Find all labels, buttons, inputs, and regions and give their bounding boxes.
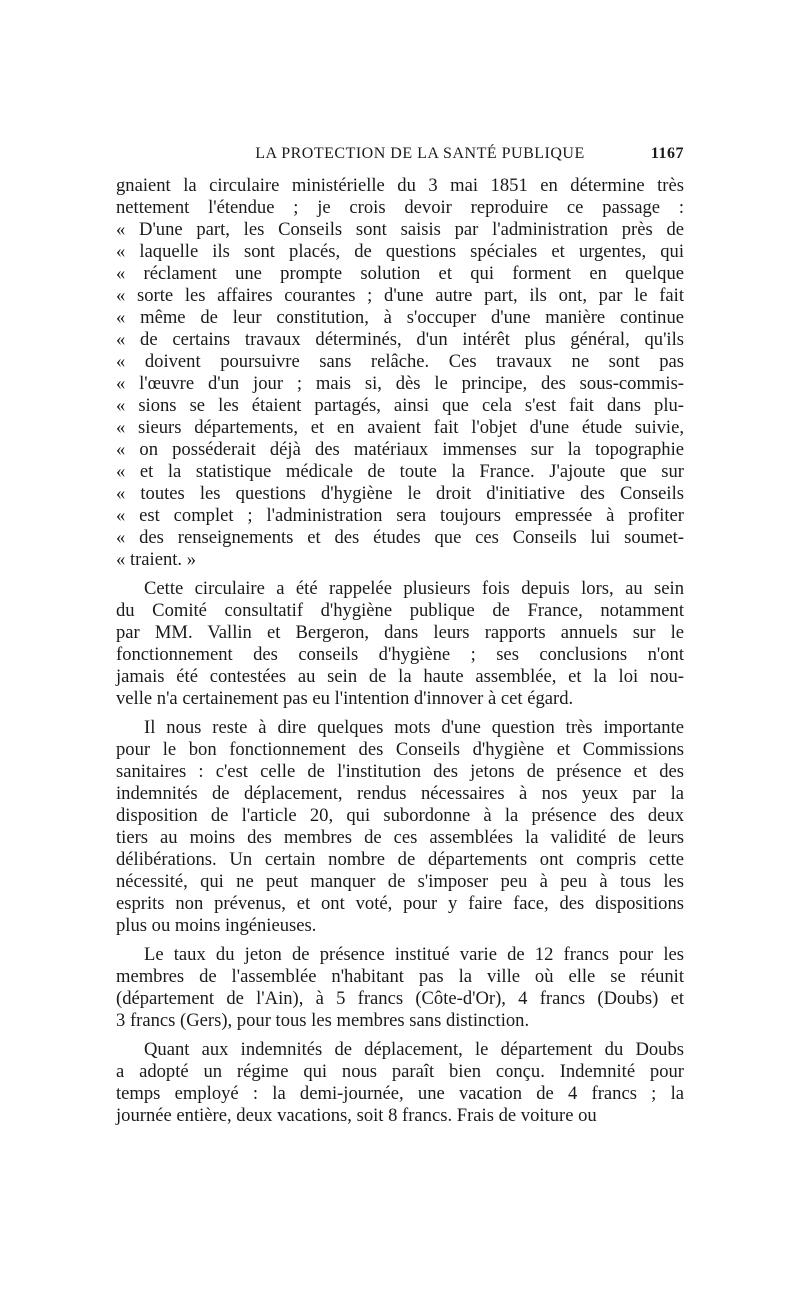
text-line: tiers au moins des membres de ces assemblées la validité de leurs	[116, 827, 684, 848]
paragraph	[116, 578, 684, 710]
text-line: (département de l'Ain), à 5 francs (Côte-d'Or), 4 francs (Doubs) et	[116, 988, 684, 1009]
text-line: « doivent poursuivre sans relâche. Ces travaux ne sont pas	[116, 351, 684, 372]
text-line: « est complet ; l'administration sera toujours empressée à profiter	[116, 505, 684, 526]
text-line: velle n'a certainement pas eu l'intention d'innover à cet égard.	[116, 688, 574, 709]
paragraph	[116, 175, 684, 571]
text-line: Cette circulaire a été rappelée plusieurs fois depuis lors, au sein	[144, 578, 684, 599]
text-line: « laquelle ils sont placés, de questions spéciales et urgentes, qui	[116, 241, 684, 262]
text-line: délibérations. Un certain nombre de départements ont compris cette	[116, 849, 684, 870]
paragraph	[116, 944, 684, 1032]
text-line: nettement l'étendue ; je crois devoir reproduire ce passage :	[116, 197, 684, 218]
text-line: gnaient la circulaire ministérielle du 3 mai 1851 en détermine très	[116, 175, 684, 196]
text-line: « et la statistique médicale de toute la France. J'ajoute que sur	[116, 461, 684, 482]
text-line: Il nous reste à dire quelques mots d'une question très importante	[144, 717, 684, 738]
paragraph-gap	[116, 710, 684, 717]
text-line: « de certains travaux déterminés, d'un intérêt plus général, qu'ils	[116, 329, 684, 350]
text-line: plus ou moins ingénieuses.	[116, 915, 317, 936]
text-line: « sorte les affaires courantes ; d'une autre part, ils ont, par le fait	[116, 285, 684, 306]
text-line: a adopté un régime qui nous paraît bien conçu. Indemnité pour	[116, 1061, 684, 1082]
text-line: indemnités de déplacement, rendus nécessaires à nos yeux par la	[116, 783, 684, 804]
body-text	[116, 175, 684, 1127]
text-line: temps employé : la demi-journée, une vacation de 4 francs ; la	[116, 1083, 684, 1104]
text-line: « sions se les étaient partagés, ainsi que cela s'est fait dans plu-	[116, 395, 684, 416]
text-line: pour le bon fonctionnement des Conseils d'hygiène et Commissions	[116, 739, 684, 760]
text-line: par MM. Vallin et Bergeron, dans leurs rapports annuels sur le	[116, 622, 684, 643]
book-page	[116, 145, 684, 1155]
paragraph	[116, 717, 684, 937]
running-head-title: LA PROTECTION DE LA SANTÉ PUBLIQUE	[255, 145, 585, 162]
text-line: « réclament une prompte solution et qui forment en quelque	[116, 263, 684, 284]
text-line: fonctionnement des conseils d'hygiène ; ses conclusions n'ont	[116, 644, 684, 665]
text-line: « toutes les questions d'hygiène le droit d'initiative des Conseils	[116, 483, 684, 504]
paragraph-gap	[116, 1032, 684, 1039]
text-line: membres de l'assemblée n'habitant pas la ville où elle se réunit	[116, 966, 684, 987]
text-line: « traient. »	[116, 549, 197, 570]
text-line: jamais été contestées au sein de la haute assemblée, et la loi nou-	[116, 666, 684, 687]
text-line: nécessité, qui ne peut manquer de s'imposer peu à peu à tous les	[116, 871, 684, 892]
text-line: « l'œuvre d'un jour ; mais si, dès le principe, des sous-commis-	[116, 373, 684, 394]
text-line: du Comité consultatif d'hygiène publique de France, notamment	[116, 600, 684, 621]
paragraph-gap	[116, 937, 684, 944]
text-line: disposition de l'article 20, qui subordonne à la présence des deux	[116, 805, 684, 826]
text-line: « des renseignements et des études que ces Conseils lui soumet-	[116, 527, 684, 548]
text-line: sanitaires : c'est celle de l'institution des jetons de présence et des	[116, 761, 684, 782]
text-line: Quant aux indemnités de déplacement, le département du Doubs	[144, 1039, 684, 1060]
text-line: « on posséderait déjà des matériaux immenses sur la topographie	[116, 439, 684, 460]
text-line: « même de leur constitution, à s'occuper d'une manière continue	[116, 307, 684, 328]
text-line: 3 francs (Gers), pour tous les membres sans distinction.	[116, 1010, 530, 1031]
text-line: esprits non prévenus, et ont voté, pour y faire face, des dispositions	[116, 893, 684, 914]
text-line: journée entière, deux vacations, soit 8 francs. Frais de voiture ou	[116, 1105, 597, 1126]
page-number: 1167	[650, 145, 684, 162]
text-line: « D'une part, les Conseils sont saisis par l'administration près de	[116, 219, 684, 240]
text-line: « sieurs départements, et en avaient fait l'objet d'une étude suivie,	[116, 417, 684, 438]
paragraph	[116, 1039, 684, 1127]
text-line: Le taux du jeton de présence institué varie de 12 francs pour les	[144, 944, 684, 965]
paragraph-gap	[116, 571, 684, 578]
running-head	[116, 145, 684, 169]
